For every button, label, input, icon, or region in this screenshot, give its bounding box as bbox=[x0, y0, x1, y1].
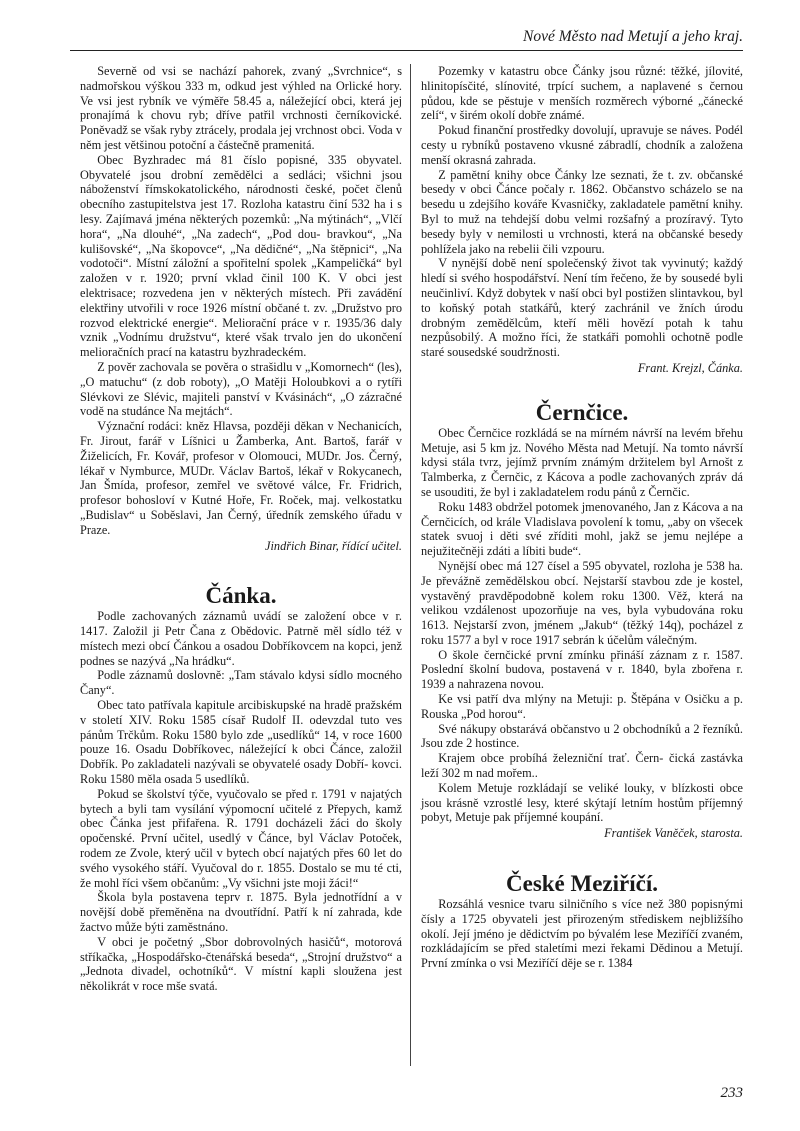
running-header-title: Nové Město nad Metují a jeho kraj. bbox=[523, 28, 743, 45]
section-heading-ceske-mezirici: České Meziříčí. bbox=[506, 871, 658, 897]
column-divider bbox=[410, 64, 411, 1066]
paragraph: Podle záznamů doslovně: „Tam stávalo kdysi sídlo mocného Čany“. bbox=[80, 668, 402, 698]
paragraph: Roku 1483 obdržel potomek jmenovaného, Jan z Kácova a na Černčicích, od krále Vladislava povolení k tomu, „aby on všecek statek svuoj i děti své zříditi mohl, jakž se jemu nejlépe a nejužitečněji zdáti a líbiti bude“. bbox=[421, 499, 743, 559]
paragraph: Své nákupy obstarává občanstvo u 2 obchodníků a 2 řezníků. Jsou zde 2 hostince. bbox=[421, 721, 743, 751]
paragraph: Pozemky v katastru obce Čánky jsou různé: těžké, jílovité, hlinitopísčité, slínovité, trpící suchem, a naplavené s černou půdou, kde se pěstuje v menších rozměrech výborné „čánecké zelí“, v širém okolí dobře známé. bbox=[421, 64, 743, 123]
left-column bbox=[80, 64, 402, 994]
paragraph: Ke vsi patří dva mlýny na Metuji: p. Štěpána v Osičku a p. Rouska „Pod horou“. bbox=[421, 692, 743, 721]
section-heading-cernice: Černčice. bbox=[535, 399, 629, 425]
right-column bbox=[421, 64, 743, 971]
page-number: 233 bbox=[720, 1085, 743, 1101]
author-signature: František Vaněček, starosta. bbox=[604, 826, 743, 841]
section-heading-canka: Čánka. bbox=[205, 583, 277, 609]
paragraph: Pokud finanční prostředky dovolují, upravuje se náves. Podél cesty u rybníků postaveno vkusné zábradlí, chodník a založena menší okrasná zahrada. bbox=[421, 123, 743, 167]
paragraph: Podle zachovaných záznamů uvádí se založení obce v r. 1417. Založil ji Petr Čana z Obědovic. Patrně měl sídlo též v místech mezi obcí Čánkou a osadou Dobříkovcem na kopci, jenž podnes se nazývá „Na hrádku“. bbox=[80, 609, 402, 668]
paragraph: Obec Černčice rozkládá se na mírném návrší na levém břehu Metuje, asi 5 km jz. Nového Města nad Metují. Na tomto návrší kdysi stála tvrz, jejímž prvním známým držitelem byl Arnošt z Talmberka, z Černčic, z Kácova a podle zachovaných zpráv dá se usouditi, že byl i zakladatelem rodu pánů z Černčic. bbox=[421, 425, 743, 499]
paragraph: Severně od vsi se nachází pahorek, zvaný „Svrchnice“, s nadmořskou výškou 333 m, odkud jest výhled na Orlické hory. Ve vsi jest rybník ve výměře 58.45 a, náležející obci, která jej pronajímá k chovu ryb; dříve patřil vrchnosti černíkovické. Poněvadž se však ryby ztrácely, prodala jej vrchnost obci. Voda v něm jest většinou potoční a částečně pramenitá. bbox=[80, 64, 402, 152]
paragraph: Nynější obec má 127 čísel a 595 obyvatel, rozloha je 538 ha. Je převážně zemědělskou obcí. Nejstarší stavbou zde je kostel, vystavěný pravděpodobně kolem roku 1300. Věž, která na velikou vzdálenost upozorňuje na ves, byla vybudována roku 1613. Nejstarší zvon, jménem „Jakub“ (těžký 14q), pocházel z roku 1577 a byl v roce 1917 sebrán k účelům válečným. bbox=[421, 558, 743, 647]
paragraph: Obec Byzhradec má 81 číslo popisné, 335 obyvatel. Obyvatelé jsou drobní zemědělci a sedláci; všichni jsou náboženství římskokatolického, národnosti české, počet členů obecního zastupitelstva jest 17. Rozloha katastru činí 532 ha i s lesy. Zajímavá jména některých pozemků: „Na mýtinách“, „Vlčí hora“, „Na dlouhé“, „Na zadech“, „Pod dou- bravkou“, „Na kulišovské“, „Na škopovce“, „Na dědičné“, „Na štěpnici“, „Na vodotoči“. Místní záložní a spořitelní spolek „Kampeličká“ byl založen v r. 1920; první vklad činil 100 K. V obci jest elektrisace; rozvedena jen v některých místech. Při zavádění elektřiny utvořili v roce 1926 místní občané t. zv. „Družstvo pro rozvod elektrické energie“. Meliorační práce v r. 1935/36 daly vznik „Vodnímu družstvu“, které však trvalo jen do ukončení melioračních prací na katastru byzhradeckém. bbox=[80, 152, 402, 360]
paragraph: O škole černčické první zmínku přináší záznam z r. 1587. Poslední školní budova, postavená v r. 1840, byla zbořena r. 1939 a nahrazena novou. bbox=[421, 647, 743, 692]
paragraph: Rozsáhlá vesnice tvaru silničního s více než 380 popisnými čísly a 1725 obyvateli jest přirozeným střediskem nejbližšího okolí. Její jméno je dědictvím po bývalém lese Meziříčí zvaném, rozkládajícím se před staletími mezi řekami Dědinou a Metují. První zmínka o vsi Meziříčí děje se r. 1384 bbox=[421, 897, 743, 971]
paragraph: Z pamětní knihy obce Čánky lze seznati, že t. zv. občanské besedy v obci Čánce počaly r. 1862. Občanstvo scházelo se na besedu u zdejšího kováře Kvasničky, zakladatele pamětní knihy. Byl to muž na tehdejší dobu velmi rozšafný a prozíravý. Tyto besedy byly v nemilosti u vrchnosti, která na občanské besedy pohlížela jako na rebelii čili vzpouru. bbox=[421, 167, 743, 256]
author-signature: Frant. Krejzl, Čánka. bbox=[637, 360, 743, 375]
paragraph: Pokud se školství týče, vyučovalo se před r. 1791 v najatých bytech a byli tam vysílání výpomocní učitelé z Přepych, kamž obec Čánka jest přifařena. R. 1791 docházeli žáci do školy opočenské. První učitel, usedlý v Čánce, byl Václav Potoček, rodem ze Zvole, který učil v bytech obcí najatých přes 60 let do svého vysokého stáří. Vyučoval do r. 1855. Dostalo se mu té cti, že mohl říci všem občanům: „Vy všichni jste moji žáci!“ bbox=[80, 786, 402, 890]
paragraph: Z pověr zachovala se pověra o strašidlu v „Komornech“ (les), „O matuchu“ (z dob roboty), „O Matěji Holoubkovi a o rytíři Slévkovi ze Slévic, majiteli panství v Kvásinách“, „O zázračné vodě na studánce Na mejtách“. bbox=[80, 359, 402, 419]
paragraph: Význační rodáci: kněz Hlavsa, později děkan v Nechanicích, Fr. Jirout, farář v Líšnici u Žamberka, Ant. Bartoš, farář v Žiželicích, Fr. Kovář, profesor v Olomouci, MUDr. Jos. Černý, lékař v Nymburce, MUDr. Václav Bartoš, lékař v Rokycanech, Jan Šmída, profesor, zemřel ve světové válce, Fr. Fridrich, profesor bohosloví v Kutné Hoře, Fr. Roček, maj. velkostatku „Budislav“ u Soběslavi, Jan Černý, úředník zemského úřadu v Praze. bbox=[80, 419, 402, 537]
paragraph: V obci je početný „Sbor dobrovolných hasičů“, motorová stříkačka, „Hospodářsko-čtenářská beseda“, „Strojní družstvo“ a „Jednota divadel, ochotníků“. V místní kapli sloužena jest několikrát v roce mše svatá. bbox=[80, 934, 402, 994]
section-gap bbox=[421, 841, 743, 871]
section-gap bbox=[421, 376, 743, 400]
paragraph: V nynější době není společenský život tak vyvinutý; každý hledí si svého hospodářství. Není tím řečeno, že by sousedé byli neučinliví. Když dobytek v naší obci byl postižen slintavkou, byl to koňský potah statkářů, který zachránil ve žních úrodu drobným zemědělcům, kteří měli hovězí potah k tahu nezpůsobilý. A možno říci, že statkáři pomohli ochotně podle staré sousedské soudržnosti. bbox=[421, 256, 743, 360]
paragraph: Škola byla postavena teprv r. 1875. Byla jednotřídní a v novější době přeměněna na dvoutřídní. Patří k ní zahrada, kde žactvo může býti zaměstnáno. bbox=[80, 890, 402, 935]
author-signature: Jindřich Binar, řídící učitel. bbox=[265, 538, 402, 553]
paragraph: Obec tato patřívala kapitule arcibiskupské na hradě pražském v století XIV. Roku 1585 císař Rudolf II. odevzdal tuto ves pánům Trčkům. Roku 1580 bylo zde „usedlíků“ 14, v roce 1600 pouze 16. Osadu Dobříkovec, náležející k obci Čánce, založil Dobřík. Po zakladateli nazývali se obyvatelé osady Dobří- kovci. Roku 1580 měla osada 5 usedlíků. bbox=[80, 698, 402, 787]
running-header bbox=[70, 28, 743, 51]
paragraph: Kolem Metuje rozkládají se veliké louky, v blízkosti obce jsou krásně vzrostlé lesy, které skýtají letním hostům příjemný pobyt, Metuje pak příjemné koupání. bbox=[421, 780, 743, 825]
section-gap bbox=[80, 553, 402, 583]
paragraph: Krajem obce probíhá železniční trať. Čern- čická zastávka leží 302 m nad mořem.. bbox=[421, 751, 743, 781]
